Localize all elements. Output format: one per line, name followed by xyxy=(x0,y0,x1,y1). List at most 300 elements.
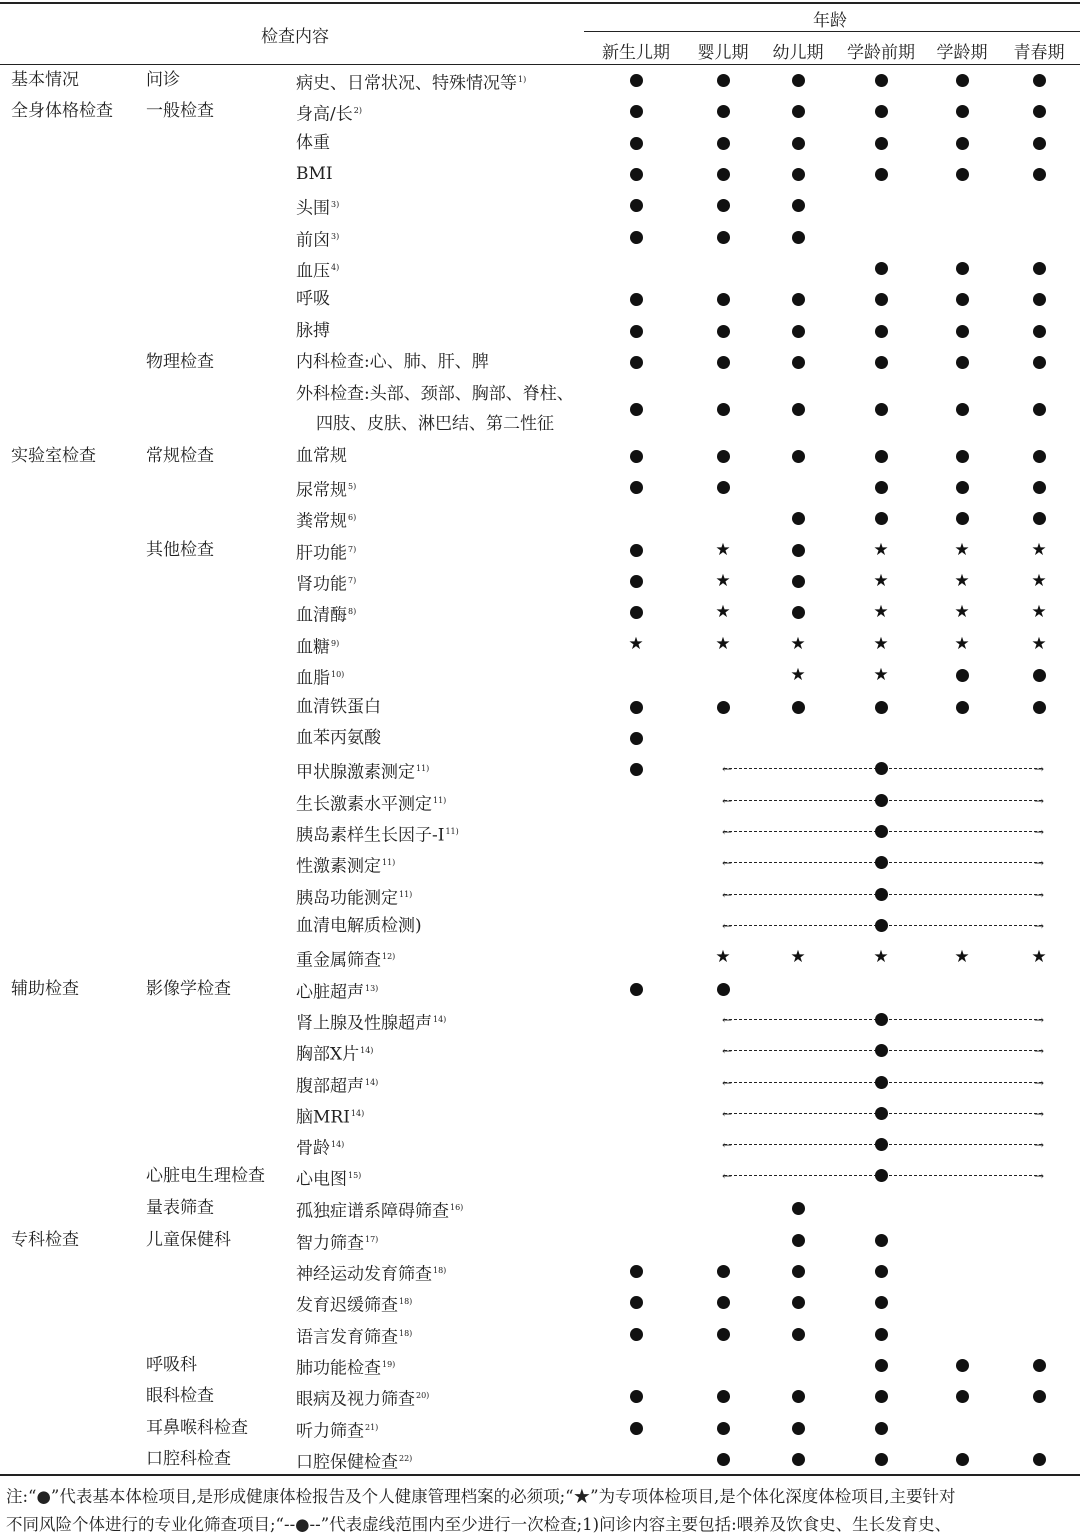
footnote-ref: 18) xyxy=(433,1266,447,1275)
exam-item-label: 口腔保健检查 xyxy=(296,1452,398,1473)
exam-item-label: 语言发育筛查 xyxy=(296,1327,398,1348)
basic-item-dot-icon xyxy=(871,164,891,184)
basic-item-dot-icon xyxy=(713,321,733,341)
exam-item xyxy=(296,664,344,690)
arrow-right-icon: → xyxy=(1033,825,1044,839)
header-period-2: 婴儿期 xyxy=(697,43,749,63)
subcategory-label: 口腔科检查 xyxy=(146,1449,231,1469)
footnote-ref: 16) xyxy=(450,1203,464,1212)
at-least-once-range-marker xyxy=(724,857,1042,869)
basic-item-dot-icon xyxy=(713,133,733,153)
exam-item xyxy=(296,100,362,126)
special-item-star-icon: ★ xyxy=(873,602,889,622)
footnote-ref: 2) xyxy=(353,106,362,115)
arrow-right-icon: → xyxy=(1033,888,1044,902)
basic-item-dot-icon xyxy=(788,399,808,419)
exam-item-label: 体重 xyxy=(296,133,330,153)
basic-item-dot-icon xyxy=(626,133,646,153)
header-period-4: 学龄前期 xyxy=(847,43,915,63)
at-least-once-range-marker xyxy=(724,763,1042,775)
exam-item-label: 血清电解质检测) xyxy=(296,916,422,936)
basic-item-dot-icon xyxy=(788,1449,808,1469)
exam-item xyxy=(296,351,489,373)
range-dot-icon xyxy=(875,1013,888,1026)
footnote-ref: 13) xyxy=(365,984,379,993)
subcategory-label: 呼吸科 xyxy=(146,1355,197,1375)
basic-item-dot-icon xyxy=(626,759,646,779)
basic-item-dot-icon xyxy=(788,321,808,341)
basic-item-dot-icon xyxy=(1029,697,1049,717)
basic-item-dot-icon xyxy=(1029,133,1049,153)
header-period-5: 学龄期 xyxy=(936,43,988,63)
at-least-once-range-marker xyxy=(724,826,1042,838)
at-least-once-range-marker xyxy=(724,1014,1042,1026)
basic-item-dot-icon xyxy=(626,195,646,215)
basic-item-dot-icon xyxy=(952,508,972,528)
exam-item-label: 肝功能 xyxy=(296,543,347,564)
exam-item-label: 头围 xyxy=(296,198,330,219)
exam-item xyxy=(296,507,356,533)
category-label: 专科检查 xyxy=(11,1230,79,1250)
basic-item-dot-icon xyxy=(1029,399,1049,419)
category-label: 基本情况 xyxy=(11,70,79,90)
arrow-right-icon: → xyxy=(1033,919,1044,933)
header-bottom-rule xyxy=(0,64,1080,65)
exam-item-label: 听力筛查 xyxy=(296,1421,364,1442)
arrow-left-icon: ← xyxy=(722,1076,733,1090)
exam-item xyxy=(296,570,356,596)
exam-item xyxy=(296,884,412,910)
subcategory-label: 问诊 xyxy=(146,70,180,90)
special-item-star-icon: ★ xyxy=(873,634,889,654)
basic-item-dot-icon xyxy=(788,289,808,309)
basic-item-dot-icon xyxy=(871,508,891,528)
exam-item xyxy=(296,852,395,878)
footnote-ref: 21) xyxy=(365,1423,379,1432)
footnote-ref: 14) xyxy=(350,1109,365,1118)
exam-item-label: 性激素测定 xyxy=(296,856,381,877)
basic-item-dot-icon xyxy=(871,1418,891,1438)
basic-item-dot-icon xyxy=(626,321,646,341)
exam-item xyxy=(296,758,429,784)
special-item-star-icon: ★ xyxy=(1031,947,1047,967)
exam-item-label: 前囟 xyxy=(296,230,330,251)
exam-item xyxy=(296,1040,373,1066)
footnote-ref: 11) xyxy=(399,890,413,899)
exam-item-label: 粪常规 xyxy=(296,511,347,532)
exam-item xyxy=(296,1385,429,1411)
header-age-label: 年龄 xyxy=(813,11,847,31)
basic-item-dot-icon xyxy=(788,697,808,717)
basic-item-dot-icon xyxy=(626,697,646,717)
basic-item-dot-icon xyxy=(871,1292,891,1312)
basic-item-dot-icon xyxy=(1029,289,1049,309)
basic-item-dot-icon xyxy=(626,1418,646,1438)
at-least-once-range-marker xyxy=(724,1045,1042,1057)
range-dot-icon xyxy=(875,919,888,932)
exam-item-label: 脉搏 xyxy=(296,321,330,341)
exam-item-label: 内科检查:心、肺、肝、脾 xyxy=(296,352,489,372)
exam-item-label: 血苯丙氨酸 xyxy=(296,728,381,748)
basic-item-dot-icon xyxy=(713,289,733,309)
special-item-star-icon: ★ xyxy=(1031,634,1047,654)
basic-item-dot-icon xyxy=(952,133,972,153)
basic-item-dot-icon xyxy=(1029,70,1049,90)
exam-item-label: 血常规 xyxy=(296,446,347,466)
footnote-ref: 18) xyxy=(399,1297,413,1306)
range-dot-icon xyxy=(875,1107,888,1120)
basic-item-dot-icon xyxy=(788,540,808,560)
exam-item-label: 脑MRI xyxy=(296,1107,350,1128)
special-item-star-icon: ★ xyxy=(954,602,970,622)
basic-item-dot-icon xyxy=(788,508,808,528)
footnote-ref: 14) xyxy=(331,1140,345,1149)
basic-item-dot-icon xyxy=(871,321,891,341)
range-dot-icon xyxy=(875,1076,888,1089)
subcategory-label: 儿童保健科 xyxy=(146,1230,231,1250)
footnote-ref: 4) xyxy=(331,263,340,272)
arrow-left-icon: ← xyxy=(722,825,733,839)
basic-item-dot-icon xyxy=(952,697,972,717)
basic-item-dot-icon xyxy=(952,399,972,419)
footnote-ref: 6) xyxy=(348,513,357,522)
at-least-once-range-marker xyxy=(724,920,1042,932)
basic-item-dot-icon xyxy=(952,1449,972,1469)
basic-item-dot-icon xyxy=(626,1261,646,1281)
footnote-ref: 17) xyxy=(365,1235,379,1244)
arrow-left-icon: ← xyxy=(722,1107,733,1121)
basic-item-dot-icon xyxy=(713,101,733,121)
arrow-left-icon: ← xyxy=(722,762,733,776)
basic-item-dot-icon xyxy=(952,70,972,90)
exam-item xyxy=(296,1197,463,1223)
basic-item-dot-icon xyxy=(871,697,891,717)
exam-item-label: 发育迟缓筛查 xyxy=(296,1295,398,1316)
arrow-right-icon: → xyxy=(1033,856,1044,870)
basic-item-dot-icon xyxy=(871,133,891,153)
special-item-star-icon: ★ xyxy=(628,634,644,654)
basic-item-dot-icon xyxy=(626,101,646,121)
basic-item-dot-icon xyxy=(871,1386,891,1406)
exam-item xyxy=(296,226,339,252)
basic-item-dot-icon xyxy=(788,133,808,153)
exam-item-label: 生长激素水平测定 xyxy=(296,794,432,815)
footnote-line-2: 不同风险个体进行的专业化筛查项目;“--●--”代表虚线范围内至少进行一次检查;1)问诊内容主要包括:喂养及饮食史、生长发育史、 xyxy=(6,1515,952,1534)
subcategory-label: 心脏电生理检查 xyxy=(146,1166,265,1186)
exam-item xyxy=(296,601,356,627)
header-period-1: 新生儿期 xyxy=(602,43,670,63)
basic-item-dot-icon xyxy=(713,1292,733,1312)
exam-item-label: 血清铁蛋白 xyxy=(296,697,381,717)
exam-item xyxy=(296,1417,378,1443)
exam-item xyxy=(296,633,339,659)
basic-item-dot-icon xyxy=(626,164,646,184)
exam-item-label: 血糖 xyxy=(296,637,330,658)
arrow-right-icon: → xyxy=(1033,1076,1044,1090)
basic-item-dot-icon xyxy=(1029,665,1049,685)
footnote xyxy=(6,1483,1076,1539)
footnote-ref: 14) xyxy=(433,1015,447,1024)
basic-item-dot-icon xyxy=(713,697,733,717)
basic-item-dot-icon xyxy=(788,1292,808,1312)
subcategory-label: 眼科检查 xyxy=(146,1386,214,1406)
range-dot-icon xyxy=(875,762,888,775)
special-item-star-icon: ★ xyxy=(715,540,731,560)
basic-item-dot-icon xyxy=(788,164,808,184)
exam-item-label: 呼吸 xyxy=(296,289,330,309)
basic-item-dot-icon xyxy=(871,70,891,90)
footnote-ref: 15) xyxy=(348,1171,362,1180)
basic-item-dot-icon xyxy=(713,446,733,466)
basic-item-dot-icon xyxy=(626,399,646,419)
exam-item-label: 腹部超声 xyxy=(296,1076,364,1097)
basic-item-dot-icon xyxy=(788,1386,808,1406)
basic-item-dot-icon xyxy=(1029,477,1049,497)
category-label: 辅助检查 xyxy=(11,979,79,999)
basic-item-dot-icon xyxy=(713,1261,733,1281)
footnote-ref: 5) xyxy=(348,482,357,491)
exam-item-label: 胰岛素样生长因子-I xyxy=(296,825,445,846)
basic-item-dot-icon xyxy=(713,1449,733,1469)
exam-item xyxy=(296,1448,412,1474)
basic-item-dot-icon xyxy=(788,195,808,215)
footnote-ref: 10) xyxy=(331,670,345,679)
basic-item-dot-icon xyxy=(713,1386,733,1406)
exam-item xyxy=(296,132,330,154)
footnote-ref: 9) xyxy=(331,639,340,648)
basic-item-dot-icon xyxy=(788,1230,808,1250)
footnote-ref: 11) xyxy=(445,827,459,836)
subcategory-label: 耳鼻喉科检查 xyxy=(146,1418,248,1438)
exam-item xyxy=(296,1134,344,1160)
basic-item-dot-icon xyxy=(713,70,733,90)
footnote-ref: 22) xyxy=(399,1454,413,1463)
arrow-left-icon: ← xyxy=(722,919,733,933)
exam-item xyxy=(296,163,333,185)
exam-item-label: 心电图 xyxy=(296,1169,347,1190)
footnote-ref: 3) xyxy=(331,232,340,241)
basic-item-dot-icon xyxy=(1029,101,1049,121)
range-dot-icon xyxy=(875,856,888,869)
basic-item-dot-icon xyxy=(626,227,646,247)
basic-item-dot-icon xyxy=(871,1355,891,1375)
basic-item-dot-icon xyxy=(788,602,808,622)
special-item-star-icon: ★ xyxy=(873,540,889,560)
exam-item-label: 骨龄 xyxy=(296,1138,330,1159)
footnote-ref: 7) xyxy=(348,545,357,554)
exam-item xyxy=(296,445,347,467)
range-dot-icon xyxy=(875,1138,888,1151)
basic-item-dot-icon xyxy=(871,1449,891,1469)
basic-item-dot-icon xyxy=(871,1261,891,1281)
exam-item xyxy=(296,1291,412,1317)
exam-item xyxy=(296,727,381,749)
footnote-ref: 14) xyxy=(360,1046,374,1055)
arrow-left-icon: ← xyxy=(722,856,733,870)
exam-item-label: BMI xyxy=(296,164,333,184)
exam-item-label: 病史、日常状况、特殊情况等 xyxy=(296,73,517,94)
basic-item-dot-icon xyxy=(1029,164,1049,184)
exam-item xyxy=(296,320,330,342)
footnote-ref: 20) xyxy=(416,1391,430,1400)
exam-item xyxy=(296,1323,412,1349)
special-item-star-icon: ★ xyxy=(873,665,889,685)
subcategory-label: 物理检查 xyxy=(146,352,214,372)
arrow-right-icon: → xyxy=(1033,1013,1044,1027)
special-item-star-icon: ★ xyxy=(790,947,806,967)
basic-item-dot-icon xyxy=(952,477,972,497)
special-item-star-icon: ★ xyxy=(715,571,731,591)
special-item-star-icon: ★ xyxy=(790,634,806,654)
arrow-right-icon: → xyxy=(1033,1138,1044,1152)
special-item-star-icon: ★ xyxy=(790,665,806,685)
footnote-ref: 14) xyxy=(365,1078,379,1087)
basic-item-dot-icon xyxy=(871,101,891,121)
subcategory-label: 一般检查 xyxy=(146,101,214,121)
basic-item-dot-icon xyxy=(713,227,733,247)
range-dot-icon xyxy=(875,825,888,838)
exam-item-label: 眼病及视力筛查 xyxy=(296,1389,415,1410)
basic-item-dot-icon xyxy=(626,602,646,622)
special-item-star-icon: ★ xyxy=(715,602,731,622)
basic-item-dot-icon xyxy=(788,70,808,90)
exam-item-label: 身高/长 xyxy=(296,104,353,125)
footnote-ref: 1) xyxy=(518,75,527,84)
basic-item-dot-icon xyxy=(626,477,646,497)
basic-item-dot-icon xyxy=(952,1355,972,1375)
range-dot-icon xyxy=(875,888,888,901)
exam-item-label: 甲状腺激素测定 xyxy=(296,762,415,783)
special-item-star-icon: ★ xyxy=(954,571,970,591)
footnote-ref: 7) xyxy=(348,576,357,585)
basic-item-dot-icon xyxy=(1029,352,1049,372)
exam-item xyxy=(296,978,378,1004)
exam-item-label: 胰岛功能测定 xyxy=(296,888,398,909)
basic-item-dot-icon xyxy=(871,352,891,372)
exam-item-label: 胸部X片 xyxy=(296,1044,360,1065)
subcategory-label: 其他检查 xyxy=(146,540,214,560)
basic-item-dot-icon xyxy=(788,1261,808,1281)
exam-item xyxy=(296,915,422,937)
basic-item-dot-icon xyxy=(713,1324,733,1344)
exam-item xyxy=(296,946,395,972)
exam-item-label: 肾功能 xyxy=(296,574,347,595)
exam-item xyxy=(296,476,356,502)
special-item-star-icon: ★ xyxy=(954,947,970,967)
basic-item-dot-icon xyxy=(626,571,646,591)
basic-item-dot-icon xyxy=(1029,1355,1049,1375)
range-dot-icon xyxy=(875,1044,888,1057)
basic-item-dot-icon xyxy=(871,289,891,309)
at-least-once-range-marker xyxy=(724,1170,1042,1182)
basic-item-dot-icon xyxy=(952,446,972,466)
basic-item-dot-icon xyxy=(626,728,646,748)
basic-item-dot-icon xyxy=(1029,258,1049,278)
basic-item-dot-icon xyxy=(626,446,646,466)
basic-item-dot-icon xyxy=(626,1386,646,1406)
exam-item xyxy=(296,1229,378,1255)
category-label: 实验室检查 xyxy=(11,446,96,466)
exam-item xyxy=(296,1009,446,1035)
basic-item-dot-icon xyxy=(1029,508,1049,528)
exam-item xyxy=(296,383,574,405)
exam-item xyxy=(296,288,330,310)
exam-item-label: 血清酶 xyxy=(296,605,347,626)
arrow-left-icon: ← xyxy=(722,1044,733,1058)
basic-item-dot-icon xyxy=(871,1324,891,1344)
subcategory-label: 常规检查 xyxy=(146,446,214,466)
exam-item xyxy=(296,1354,395,1380)
subcategory-label: 量表筛查 xyxy=(146,1198,214,1218)
header-period-6: 青春期 xyxy=(1013,43,1065,63)
arrow-left-icon: ← xyxy=(722,1138,733,1152)
arrow-left-icon: ← xyxy=(722,888,733,902)
special-item-star-icon: ★ xyxy=(1031,602,1047,622)
basic-item-dot-icon xyxy=(788,227,808,247)
basic-item-dot-icon xyxy=(788,446,808,466)
basic-item-dot-icon xyxy=(952,101,972,121)
at-least-once-range-marker xyxy=(724,889,1042,901)
special-item-star-icon: ★ xyxy=(1031,571,1047,591)
basic-item-dot-icon xyxy=(871,477,891,497)
special-item-star-icon: ★ xyxy=(873,571,889,591)
basic-item-dot-icon xyxy=(626,979,646,999)
basic-item-dot-icon xyxy=(713,1418,733,1438)
exam-item xyxy=(296,1103,364,1129)
basic-item-dot-icon xyxy=(788,352,808,372)
special-item-star-icon: ★ xyxy=(954,540,970,560)
footnote-ref: 19) xyxy=(382,1360,396,1369)
basic-item-dot-icon xyxy=(713,352,733,372)
basic-item-dot-icon xyxy=(788,101,808,121)
basic-item-dot-icon xyxy=(713,164,733,184)
exam-item xyxy=(296,194,339,220)
exam-item-label: 血压 xyxy=(296,261,330,282)
exam-item-label: 神经运动发育筛查 xyxy=(296,1264,432,1285)
basic-item-dot-icon xyxy=(871,1230,891,1250)
arrow-left-icon: ← xyxy=(722,794,733,808)
exam-item-label: 外科检查:头部、颈部、胸部、脊柱、 xyxy=(296,384,574,404)
exam-item xyxy=(296,696,381,718)
basic-item-dot-icon xyxy=(952,258,972,278)
basic-item-dot-icon xyxy=(952,665,972,685)
special-item-star-icon: ★ xyxy=(715,634,731,654)
arrow-right-icon: → xyxy=(1033,794,1044,808)
arrow-left-icon: ← xyxy=(722,1013,733,1027)
arrow-right-icon: → xyxy=(1033,1044,1044,1058)
exam-item-label: 重金属筛查 xyxy=(296,950,381,971)
basic-item-dot-icon xyxy=(1029,446,1049,466)
basic-item-dot-icon xyxy=(713,477,733,497)
basic-item-dot-icon xyxy=(871,258,891,278)
at-least-once-range-marker xyxy=(724,1108,1042,1120)
exam-item xyxy=(296,821,459,847)
basic-item-dot-icon xyxy=(626,1292,646,1312)
exam-item xyxy=(296,790,446,816)
exam-item xyxy=(296,1165,361,1191)
footnote-line-1: 注:“●”代表基本体检项目,是形成健康体检报告及个人健康管理档案的必须项;“★”为专项体检项目,是个体化深度体检项目,主要针对 xyxy=(6,1487,956,1506)
special-item-star-icon: ★ xyxy=(873,947,889,967)
footnote-ref: 3) xyxy=(331,200,340,209)
exam-item xyxy=(296,1260,446,1286)
exam-item xyxy=(296,1072,378,1098)
basic-item-dot-icon xyxy=(788,571,808,591)
header-period-3: 幼儿期 xyxy=(772,43,824,63)
at-least-once-range-marker xyxy=(724,1077,1042,1089)
exam-item-label: 肺功能检查 xyxy=(296,1358,381,1379)
basic-item-dot-icon xyxy=(871,399,891,419)
exam-item-label: 血脂 xyxy=(296,668,330,689)
